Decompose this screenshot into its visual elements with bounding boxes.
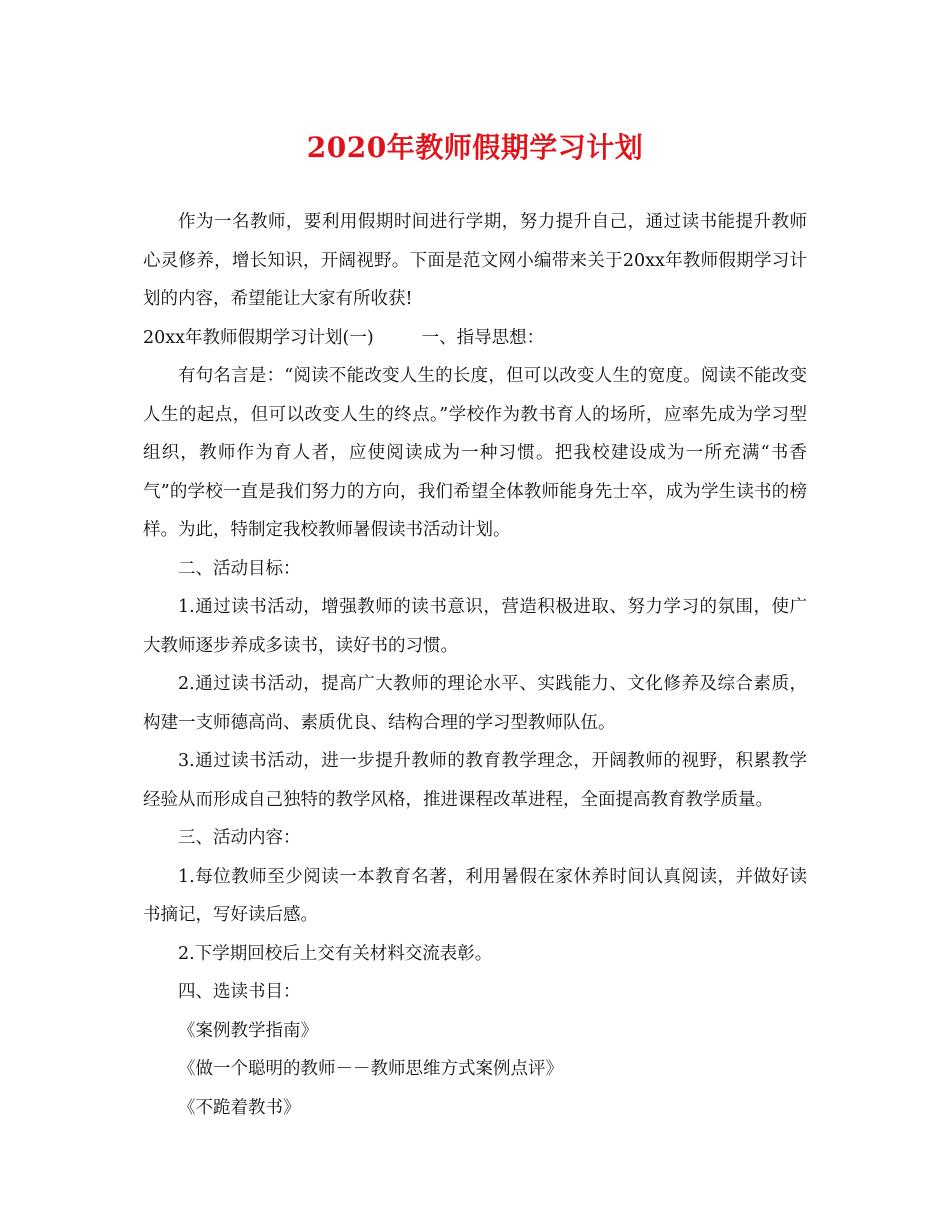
book-item: 《做一个聪明的教师－－教师思维方式案例点评》 — [178, 1059, 563, 1079]
book-item: 《案例教学指南》 — [178, 1020, 318, 1041]
document-body — [143, 203, 807, 1127]
section-heading-goals: 二、活动目标： — [178, 558, 301, 579]
paragraph-plan-heading — [143, 319, 807, 358]
paragraph-goal-3: 3.通过读书活动，进一步提升教师的教育教学理念，开阔教师的视野，积累教学经验从而形成自己独特的教学风格，推进课程改革进程，全面提高教育教学质量。 — [143, 751, 807, 810]
section-heading-guiding: 一、指导思想： — [421, 327, 545, 348]
section-heading-content: 三、活动内容： — [178, 828, 301, 848]
paragraph-content-2: 2.下学期回校后上交有关材料交流表彰。 — [178, 943, 493, 964]
document-title: 2020年教师假期学习计划 — [306, 131, 644, 164]
paragraph-guiding: 有句名言是：“阅读不能改变人生的长度，但可以改变人生的宽度。阅读不能改变人生的起点，但可以改变人生的终点。”学校作为教书育人的场所，应率先成为学习型组织，教师作为育人者，应使阅读成为一种习惯。把我校建设成为一所充满“书香气”的学校一直是我们努力的方向，我们希望全体教师能身先士卒，成为学生读书的榜样。为此，特制定我校教师暑假读书活动计划。 — [143, 366, 807, 540]
section-heading-books: 四、选读书目： — [178, 982, 301, 1002]
paragraph-content-1: 1.每位教师至少阅读一本教育名著，利用暑假在家休养时间认真阅读，并做好读书摘记，写好读后感。 — [143, 866, 807, 925]
plan-heading-label: 20xx年教师假期学习计划(一) — [143, 327, 374, 348]
book-item: 《不跪着教书》 — [178, 1097, 301, 1118]
paragraph-goal-2: 2.通过读书活动，提高广大教师的理论水平、实践能力、文化修养及综合素质，构建一支师德高尚、素质优良、结构合理的学习型教师队伍。 — [143, 674, 807, 733]
paragraph-intro: 作为一名教师，要利用假期时间进行学期，努力提升自己，通过读书能提升教师心灵修养，增长知识，开阔视野。下面是范文网小编带来关于20xx年教师假期学习计划的内容，希望能让大家有所收获! — [143, 212, 807, 309]
paragraph-goal-1: 1.通过读书活动，增强教师的读书意识，营造积极进取、努力学习的氛围，使广大教师逐步养成多读书，读好书的习惯。 — [143, 597, 807, 656]
